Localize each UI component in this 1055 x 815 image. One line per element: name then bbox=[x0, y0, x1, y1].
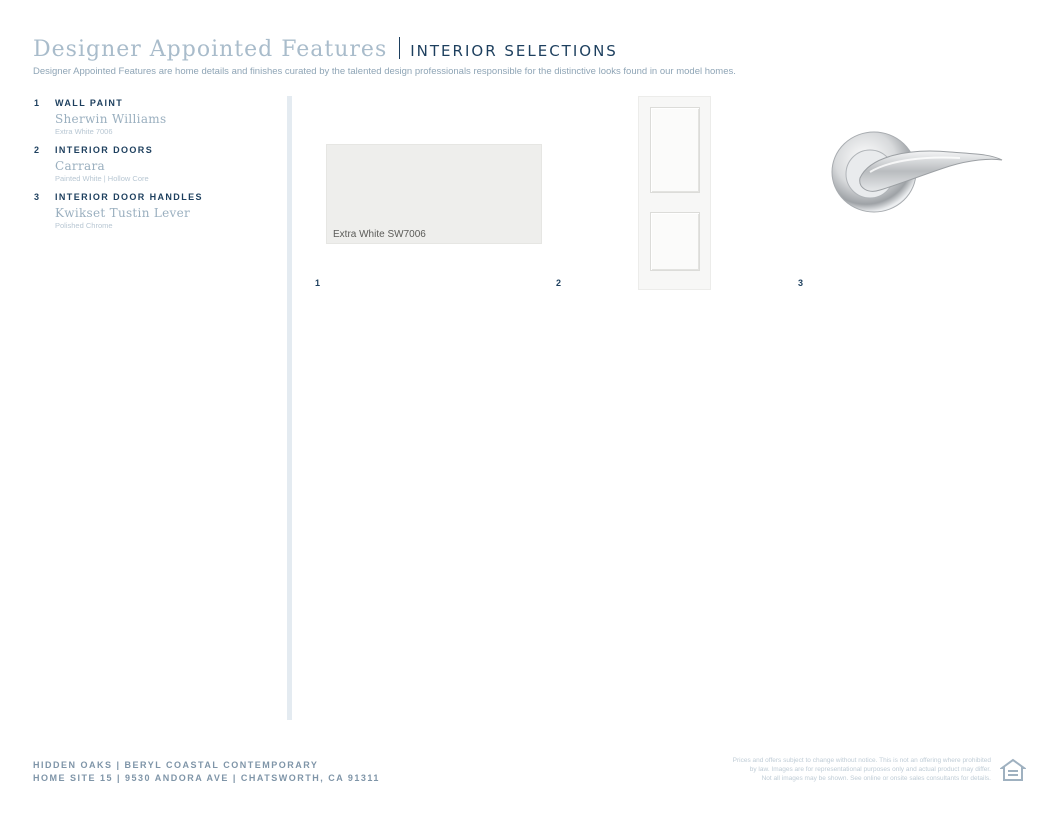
selections-list bbox=[34, 98, 274, 239]
community-info bbox=[33, 759, 380, 785]
door-image bbox=[638, 96, 711, 290]
disclaimer-line: Prices and offers subject to change without notice. This is not an offering where prohibited bbox=[732, 757, 991, 764]
selection-number: 3 bbox=[34, 192, 40, 202]
selection-name: Sherwin Williams bbox=[55, 112, 167, 126]
selection-category: INTERIOR DOORS bbox=[55, 145, 154, 155]
title-divider bbox=[399, 37, 400, 59]
selection-name: Kwikset Tustin Lever bbox=[55, 206, 191, 220]
image-label-3: 3 bbox=[798, 278, 804, 288]
door-upper-panel bbox=[650, 107, 700, 193]
section-title: INTERIOR SELECTIONS bbox=[410, 42, 618, 60]
selection-name: Carrara bbox=[55, 159, 105, 173]
selection-detail: Extra White 7006 bbox=[55, 127, 113, 136]
disclaimer-line: by law. Images are for representational purposes only and actual product may differ. bbox=[749, 766, 991, 773]
selection-number: 2 bbox=[34, 145, 40, 155]
paint-swatch bbox=[326, 144, 542, 244]
selection-number: 1 bbox=[34, 98, 40, 108]
selection-category: INTERIOR DOOR HANDLES bbox=[55, 192, 203, 202]
disclaimer bbox=[661, 756, 991, 783]
selection-category: WALL PAINT bbox=[55, 98, 124, 108]
selection-item-interior-doors bbox=[34, 145, 274, 183]
selection-detail: Polished Chrome bbox=[55, 221, 113, 230]
page-title: Designer Appointed Features bbox=[33, 37, 388, 62]
address-line: HOME SITE 15 | 9530 ANDORA AVE | CHATSWORTH, CA 91311 bbox=[33, 773, 380, 783]
image-label-2: 2 bbox=[556, 278, 562, 288]
image-label-1: 1 bbox=[315, 278, 321, 288]
selection-item-door-handles bbox=[34, 192, 274, 230]
door-handle-image bbox=[830, 128, 1005, 213]
page-tagline: Designer Appointed Features are home details and finishes curated by the talented design professionals responsible for the distinctive looks found in our model homes. bbox=[33, 66, 736, 77]
disclaimer-line: Not all images may be shown. See online or onsite sales consultants for details. bbox=[761, 775, 991, 782]
door-lower-panel bbox=[650, 212, 700, 271]
selection-item-wall-paint bbox=[34, 98, 274, 136]
swatch-label: Extra White SW7006 bbox=[333, 229, 426, 240]
community-line: HIDDEN OAKS | BERYL COASTAL CONTEMPORARY bbox=[33, 760, 319, 770]
equal-housing-opportunity-icon bbox=[1000, 758, 1026, 782]
page-header bbox=[33, 34, 1035, 77]
vertical-divider bbox=[287, 96, 292, 720]
selection-detail: Painted White | Hollow Core bbox=[55, 174, 149, 183]
title-row bbox=[33, 34, 1035, 62]
